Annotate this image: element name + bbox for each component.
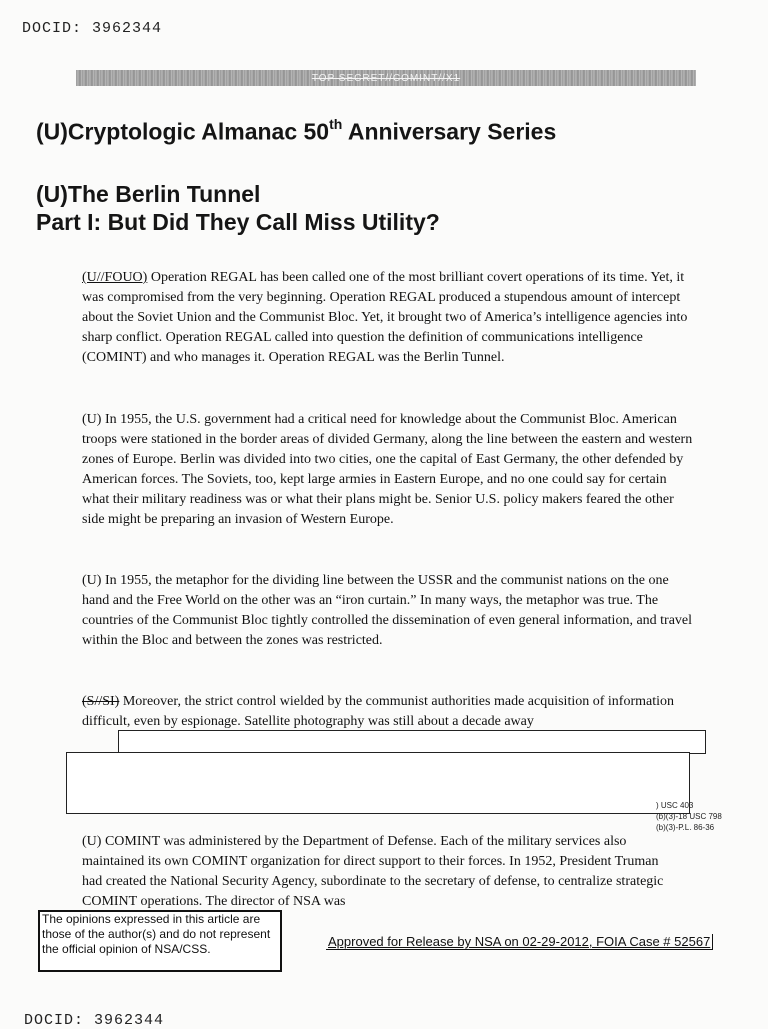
paragraph-1 <box>82 268 694 368</box>
docid-header: DOCID: 3962344 <box>22 20 163 37</box>
classification-marking: (U) <box>82 834 102 849</box>
classification-banner-text: TOP SECRET//COMINT//X1 <box>311 72 461 84</box>
paragraph-4 <box>82 692 704 732</box>
article-title <box>36 180 440 236</box>
paragraph-text: In 1955, the U.S. government had a critical need for knowledge about the Communist Bloc. American troops were stationed in the border areas of divided Germany, along the line between the eastern and western zones of Europe. Berlin was divided into two cities, one the capital of East Germany, the other defended by American forces. The Soviets, too, kept large armies in Eastern Europe, and no one could say for certain what their military readiness was or what their plans might be. Senior U.S. policy makers feared the other side might be preparing an invasion of Western Europe. <box>82 412 693 527</box>
classification-marking: (U) <box>82 573 102 588</box>
classification-marking: (U//FOUO) <box>82 270 148 285</box>
article-title-line2: Part I: But Did They Call Miss Utility? <box>36 209 440 235</box>
disclaimer-box: The opinions expressed in this article are those of the author(s) and do not represent the official opinion of NSA/CSS. <box>38 910 282 972</box>
paragraph-text: Moreover, the strict control wielded by the communist authorities made acquisition of information difficult, even by espionage. Satellite photography was still about a decade away <box>82 694 674 729</box>
redaction-box-inline <box>118 730 706 754</box>
classification-marking: (U) <box>82 412 102 427</box>
redaction-box-block <box>66 752 690 814</box>
paragraph-3 <box>82 571 694 651</box>
docid-footer: DOCID: 3962344 <box>24 1012 165 1029</box>
paragraph-text: In 1955, the metaphor for the dividing line between the USSR and the communist nations on the one hand and the Free World on the other was an “iron curtain.” In many ways, the metaphor was true. The countries of the Communist Bloc tightly controlled the dissemination of even general information, and travel within the Bloc and between the zones was restricted. <box>82 573 693 648</box>
foia-exemptions: ) USC 403 (b)(3)-18 USC 798 (b)(3)-P.L. 86-36 <box>656 801 722 832</box>
paragraph-2 <box>82 410 694 530</box>
paragraph-text: COMINT was administered by the Department of Defense. Each of the military services also maintained its own COMINT organization for direct support to their forces. In 1952, President Truman had created the National Security Agency, subordinate to the secretary of defense, to centralize strategic COMINT operations. The director of NSA was <box>82 834 664 909</box>
release-stamp: Approved for Release by NSA on 02-29-2012, FOIA Case # 52567 <box>326 934 713 950</box>
classification-marking: (S//SI) <box>82 694 120 709</box>
paragraph-5 <box>82 832 682 912</box>
paragraph-text: Operation REGAL has been called one of the most brilliant covert operations of its time. Yet, it was compromised from the very beginning. Operation REGAL produced a stupendous amount of intercept about the Soviet Union and the Communist Bloc. Yet, it brought two of America’s intelligence agencies into sharp conflict. Operation REGAL called into question the definition of communications intelligence (COMINT) and who manages it. Operation REGAL was the Berlin Tunnel. <box>82 270 688 365</box>
classification-banner <box>76 70 696 86</box>
series-title: (U)Cryptologic Almanac 50th Anniversary Series <box>36 116 557 145</box>
article-title-line1: (U)The Berlin Tunnel <box>36 181 261 207</box>
